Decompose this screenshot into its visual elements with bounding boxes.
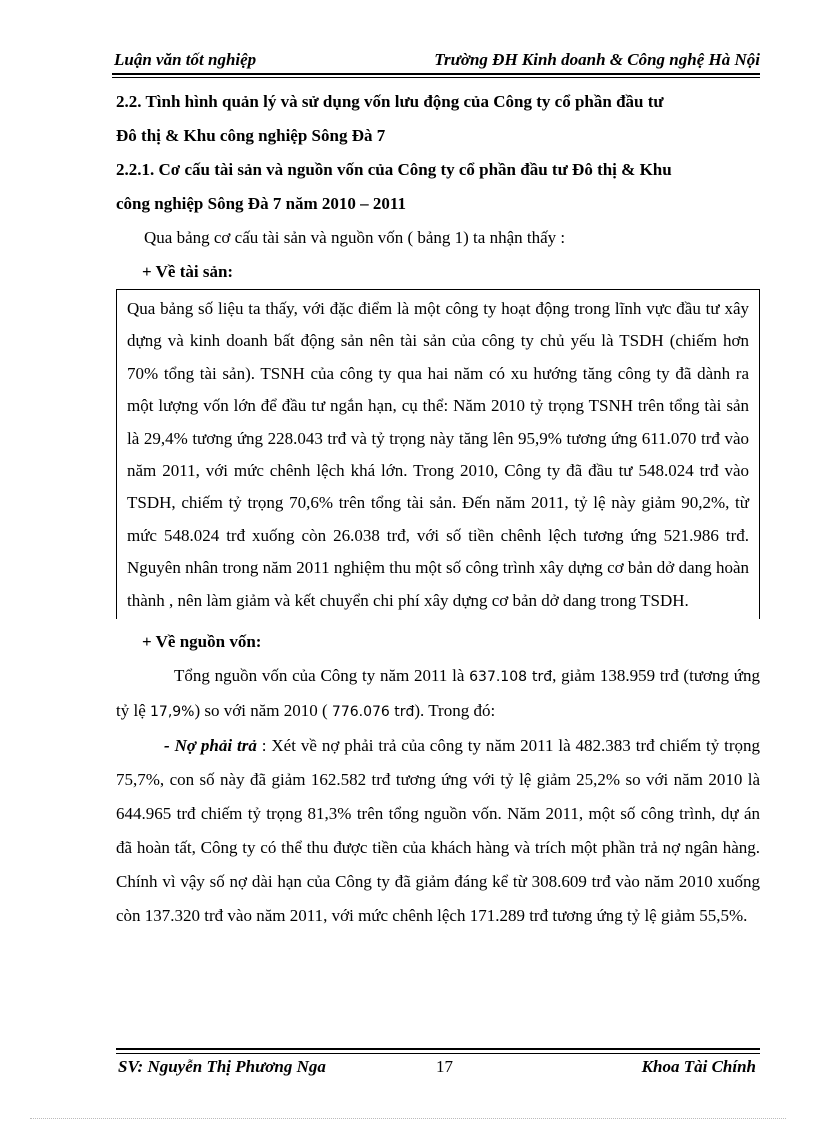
header-divider bbox=[112, 73, 760, 75]
header-university: Trường ĐH Kinh doanh & Công nghệ Hà Nội bbox=[434, 50, 760, 69]
page-number: 17 bbox=[436, 1057, 453, 1076]
capital-text-e: ) so với năm 2010 ( bbox=[194, 701, 332, 721]
total-capital-2010: 776.076 trđ bbox=[331, 704, 415, 721]
total-capital-2011: 637.108 trđ bbox=[469, 669, 553, 686]
page-footer bbox=[116, 1055, 760, 1081]
header-thesis-label: Luận văn tốt nghiệp bbox=[114, 50, 257, 69]
page-header bbox=[112, 48, 760, 72]
section-heading-line2: Đô thị & Khu công nghiệp Sông Đà 7 bbox=[116, 126, 386, 145]
capital-text-a: Tổng nguồn vốn của Công ty năm 2011 là bbox=[174, 666, 470, 686]
capital-paragraph bbox=[116, 659, 760, 729]
capital-text-c: , giảm 138.959 trđ (tương ứng tỷ lệ bbox=[116, 666, 760, 721]
assets-paragraph: Qua bảng số liệu ta thấy, với đặc điểm là một công ty hoạt động trong lĩnh vực đầu tư xây dựng và kinh doanh bất động sản nên tài sản của công ty chủ yếu là TSDH (chiếm hơn 70% tổng tài sản). TSNH của công ty qua hai năm có xu hướng tăng công ty đã dành ra một lượng vốn lớn để đầu tư ngắn hạn, cụ thể: Năm 2010 tỷ trọng TSNH trên tổng tài sản là 29,4% tương ứng 228.043 trđ và tỷ trọng này tăng lên 95,9% tương ứng 611.070 trđ vào năm 2011, với mức chênh lệch khá lớn. Trong 2010, Công ty đã đầu tư 548.024 trđ vào TSDH, chiếm tỷ trọng 70,6% trên tổng tài sản. Đến năm 2011, tỷ lệ này giảm 90,2%, từ mức 548.024 trđ xuống còn 26.038 trđ, với số tiền chênh lệch tương ứng 521.986 trđ. Nguyên nhân trong năm 2011 nghiệm thu một số công trình xây dựng cơ bản dở dang hoàn thành , nên làm giảm và kết chuyển chi phí xây dựng cơ bản dở dang trong TSDH. bbox=[116, 289, 760, 619]
footer-divider bbox=[116, 1048, 760, 1050]
subsection-heading-line2: công nghiệp Sông Đà 7 năm 2010 – 2011 bbox=[116, 194, 406, 213]
assets-heading: + Về tài sản: bbox=[142, 262, 234, 281]
liabilities-paragraph bbox=[116, 729, 760, 933]
header-divider-thin bbox=[112, 77, 760, 78]
page-body bbox=[116, 85, 760, 933]
footer-divider-thin bbox=[116, 1053, 760, 1054]
capital-heading: + Về nguồn vốn: bbox=[142, 632, 262, 652]
decrease-rate: 17,9% bbox=[150, 704, 195, 721]
page-bottom-edge bbox=[30, 1118, 786, 1119]
intro-text: Qua bảng cơ cấu tài sản và nguồn vốn ( bảng 1) ta nhận thấy : bbox=[144, 228, 566, 247]
capital-text-g: ). Trong đó: bbox=[414, 701, 496, 721]
liabilities-text: : Xét về nợ phải trả của công ty năm 2011 là 482.383 trđ chiếm tỷ trọng 75,7%, con số này đã giảm 162.582 trđ tương ứng với tỷ lệ giảm 25,2% so với năm 2010 là 644.965 trđ chiếm tỷ trọng 81,3% trên tổng nguồn vốn. Năm 2011, một số công trình, dự án đã hoàn tất, Công ty có thể thu được tiền của khách hàng và trích một phần trả nợ ngân hàng. Chính vì vậy số nợ dài hạn của Công ty đã giảm đáng kể từ 308.609 trđ vào năm 2010 xuống còn 137.320 trđ vào năm 2011, với mức chênh lệch 171.289 trđ tương ứng tỷ lệ giảm 55,5%. bbox=[116, 736, 761, 926]
section-heading-line1: 2.2. Tình hình quản lý và sử dụng vốn lưu động của Công ty cổ phần đầu tư bbox=[116, 92, 664, 111]
subsection-heading-line1: 2.2.1. Cơ cấu tài sản và nguồn vốn của Công ty cổ phần đầu tư Đô thị & Khu bbox=[116, 160, 672, 179]
liabilities-label: - Nợ phải trả bbox=[164, 736, 257, 756]
footer-faculty: Khoa Tài Chính bbox=[641, 1057, 756, 1076]
footer-student-name: SV: Nguyễn Thị Phương Nga bbox=[118, 1057, 326, 1076]
